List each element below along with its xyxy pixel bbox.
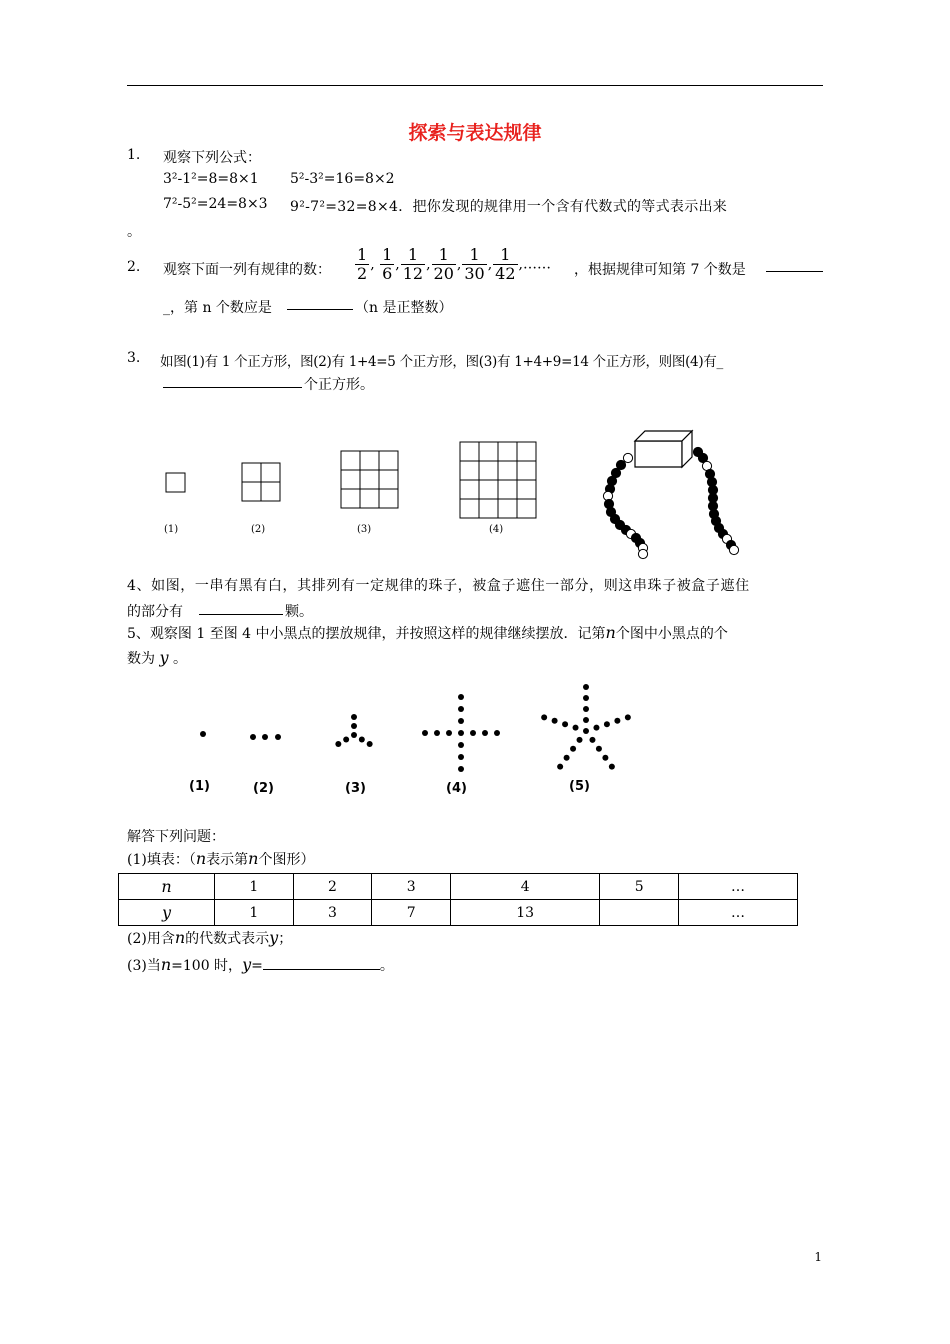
table-cell: n xyxy=(119,874,215,900)
black-dot xyxy=(262,734,268,740)
figure-label: (4) xyxy=(489,524,504,535)
black-dot xyxy=(422,730,428,736)
black-dot xyxy=(470,730,476,736)
black-dot xyxy=(593,725,599,731)
q1-formula-4: 9²-7²=32=8×4．把你发现的规律用一个含有代数式的等式表示出来 xyxy=(290,199,728,215)
dot-figure-label: (2) xyxy=(253,781,274,796)
black-dot xyxy=(458,718,464,724)
q2-fraction-list: $\frac{1}{2}$ , $\frac{1}{6}$ , $\frac{1}{12}$ , $\frac{1}{20}$ , $\frac{1}{30}$ , $\frac{1}{42}$ ,…… xyxy=(357,245,551,283)
black-dot xyxy=(351,714,357,720)
q3-line1: 如图(1)有 1 个正方形，图(2)有 1+4=5 个正方形，图(3)有 1+4+9=14 个正方形，则图(4)有_ xyxy=(160,354,723,370)
q3-line2-end: 个正方形。 xyxy=(304,377,374,393)
q2-ellipsis: ,…… xyxy=(518,256,551,273)
black-dot xyxy=(367,741,373,747)
black-dot xyxy=(552,718,558,724)
black-dot xyxy=(604,721,610,727)
q1-end: 。 xyxy=(127,224,141,240)
dot-figure-label: (5) xyxy=(569,779,590,794)
black-dot xyxy=(351,723,357,729)
black-dot xyxy=(482,730,488,736)
black-dot xyxy=(602,755,608,761)
figure-label: (3) xyxy=(357,524,372,535)
black-dot xyxy=(458,754,464,760)
black-dot xyxy=(570,746,576,752)
q2-line2b: （n 是正整数） xyxy=(355,300,453,316)
fraction: $\frac{1}{30}$ xyxy=(464,245,485,283)
table-cell: 5 xyxy=(600,874,679,900)
dot-figure-label: (3) xyxy=(345,781,366,796)
black-dot xyxy=(351,732,357,738)
black-dot xyxy=(573,725,579,731)
table-row xyxy=(119,900,798,926)
table-cell: … xyxy=(678,900,797,926)
q5-line1: 5、观察图 1 至图 4 中小黑点的摆放规律，并按照这样的规律继续摆放．记第n个图中小黑点的个 xyxy=(127,623,728,642)
black-dot xyxy=(541,714,547,720)
table-cell: 2 xyxy=(293,874,372,900)
fraction: $\frac{1}{2}$ xyxy=(357,245,368,283)
q1-prompt: 观察下列公式： xyxy=(163,150,261,166)
black-dot xyxy=(614,718,620,724)
table-cell: 4 xyxy=(451,874,600,900)
table-cell: 3 xyxy=(293,900,372,926)
black-dot xyxy=(583,728,589,734)
q2-line2a: _，第 n 个数应是 xyxy=(163,300,272,316)
black-dot xyxy=(200,731,206,737)
black-dot xyxy=(557,764,563,770)
black-dot xyxy=(359,737,365,743)
black-dot xyxy=(625,714,631,720)
black-dot xyxy=(577,737,583,743)
q4-line2b: 颗。 xyxy=(285,604,313,620)
q5-part2: (2)用含n的代数式表示y； xyxy=(127,928,293,947)
page-title: 探索与表达规律 xyxy=(408,122,542,144)
black-dot xyxy=(494,730,500,736)
q3-number: 3. xyxy=(127,350,141,366)
black-dot xyxy=(434,730,440,736)
q4-line1: 4、如图，一串有黑有白，其排列有一定规律的珠子，被盒子遮住一部分，则这串珠子被盒子遮住 xyxy=(127,578,750,594)
q2-number: 2. xyxy=(127,259,141,275)
q1-formula-1: 3²-1²=8=8×1 xyxy=(163,171,259,187)
figure-label: (2) xyxy=(251,524,266,535)
q1-formula-2: 5²-3²=16=8×2 xyxy=(290,171,395,187)
black-dot xyxy=(609,764,615,770)
black-dot xyxy=(562,721,568,727)
black-dot xyxy=(596,746,602,752)
black-dot xyxy=(583,695,589,701)
dot-figure-label: (4) xyxy=(446,781,467,796)
black-dot xyxy=(458,730,464,736)
dot-figure-label: (1) xyxy=(189,779,210,794)
table-cell: 1 xyxy=(215,900,294,926)
fraction: $\frac{1}{6}$ xyxy=(382,245,393,283)
q2-prompt: 观察下面一列有规律的数： xyxy=(163,262,331,278)
q1-formula-3: 7²-5²=24=8×3 xyxy=(163,196,268,212)
q5-fill-table xyxy=(118,873,798,926)
q1-number: 1. xyxy=(127,147,141,163)
black-dot xyxy=(343,737,349,743)
table-cell: 13 xyxy=(451,900,600,926)
black-dot xyxy=(446,730,452,736)
table-cell: … xyxy=(678,874,797,900)
black-dot xyxy=(250,734,256,740)
table-cell: 1 xyxy=(215,874,294,900)
figure-label: (1) xyxy=(164,524,179,535)
black-dot xyxy=(458,742,464,748)
q2-after: ，根据规律可知第 7 个数是 xyxy=(574,262,746,278)
table-answer-cell[interactable] xyxy=(600,900,679,926)
black-dot xyxy=(458,766,464,772)
q5-part1: (1)填表：（n表示第n个图形） xyxy=(127,849,315,868)
black-dot xyxy=(335,741,341,747)
black-dot xyxy=(583,717,589,723)
black-dot xyxy=(583,706,589,712)
fraction: $\frac{1}{20}$ xyxy=(433,245,454,283)
black-dot xyxy=(583,684,589,690)
black-dot xyxy=(564,755,570,761)
q5-line2: 数为 y 。 xyxy=(127,648,187,667)
q5-part3-blank[interactable] xyxy=(263,957,380,970)
black-dot xyxy=(458,706,464,712)
black-dot xyxy=(275,734,281,740)
black-dot xyxy=(589,737,595,743)
q4-line2a: 的部分有 xyxy=(127,604,183,620)
black-dot xyxy=(458,694,464,700)
q5-answer-heading: 解答下列问题： xyxy=(127,829,225,845)
table-cell: y xyxy=(119,900,215,926)
table-cell: 7 xyxy=(372,900,451,926)
table-cell: 3 xyxy=(372,874,451,900)
fraction: $\frac{1}{12}$ xyxy=(402,245,424,283)
table-row xyxy=(119,874,798,900)
page-number: 1 xyxy=(814,1250,822,1264)
fraction: $\frac{1}{42}$ xyxy=(495,245,516,283)
q5-part3: (3)当n=100 时，y= 。 xyxy=(127,955,394,974)
